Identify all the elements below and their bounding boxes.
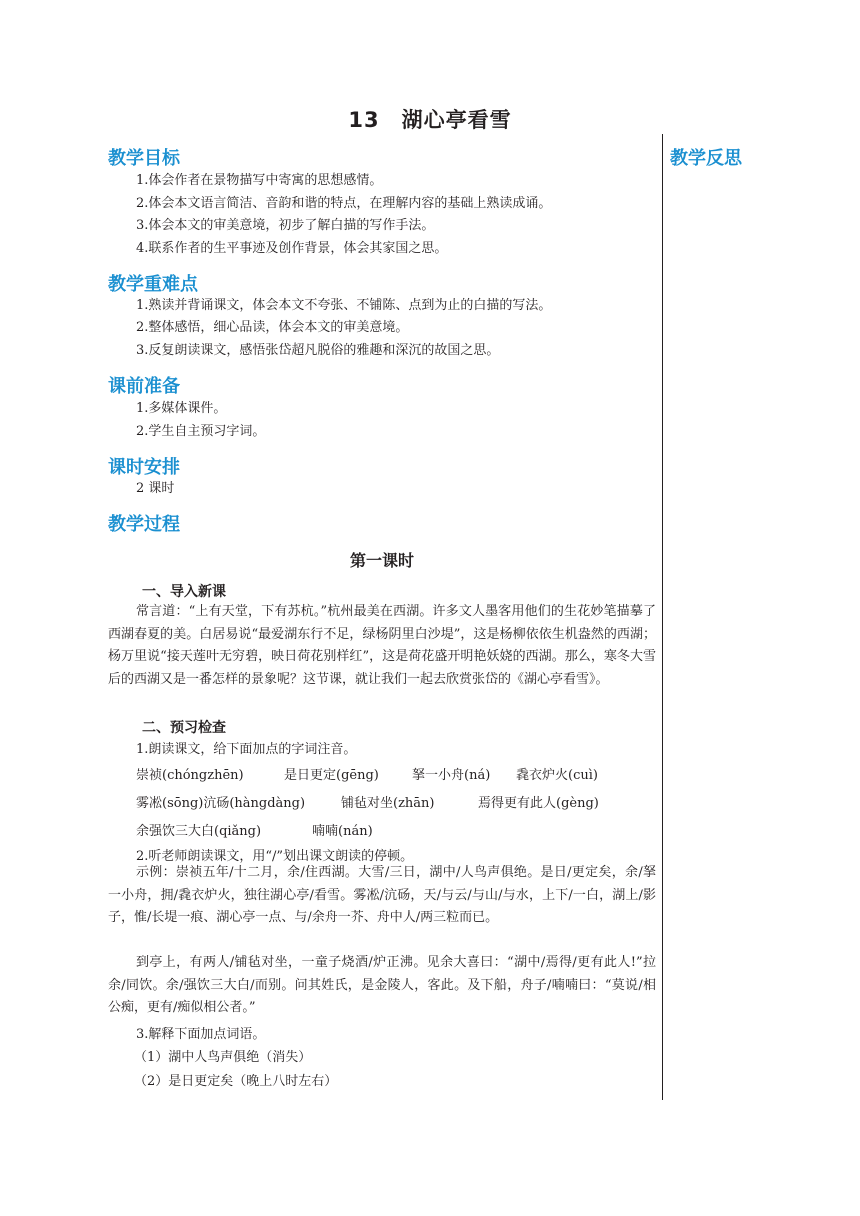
pinyin-item: 焉得更有此人(gèng) bbox=[478, 796, 599, 811]
key-point-item: 1.熟读并背诵课文，体会本文不夸张、不铺陈、点到为止的白描的写法。 bbox=[136, 298, 552, 313]
pinyin-item: 崇祯(chóngzhēn) bbox=[136, 768, 244, 783]
reflection-heading: 教学反思 bbox=[670, 148, 742, 169]
pinyin-item: 雾凇(sōng)沆砀(hàngdàng) bbox=[136, 796, 306, 811]
example-paragraph-2: 到亭上，有两人/铺毡对坐，一童子烧酒/炉正沸。见余大喜曰：“湖中/焉得/更有此人!”拉余/同饮。余/强饮三大白/而别。问其姓氏，是金陵人，客此。及下船，舟子/喃喃曰：“莫说/相公痴，更有/痴似相公者。” bbox=[108, 955, 656, 1015]
goal-item: 4.联系作者的生平事迹及创作背景，体会其家国之思。 bbox=[136, 241, 448, 256]
example-paragraph-1: 示例：崇祯五年/十二月，余/住西湖。大雪/三日，湖中/人鸟声俱绝。是日/更定矣，余/拏一小舟，拥/毳衣炉火，独往湖心亭/看雪。雾凇/沆砀，天/与云/与山/与水，上下/一白，湖上/影子，惟/长堤一痕、湖心亭一点、与/余舟一芥、舟中人/两三粒而已。 bbox=[108, 865, 656, 925]
key-point-item: 3.反复朗读课文，感悟张岱超凡脱俗的雅趣和深沉的故国之思。 bbox=[136, 343, 500, 358]
pinyin-item: 余强饮三大白(qiǎng) bbox=[136, 824, 262, 839]
column-divider bbox=[662, 134, 663, 1100]
intro-heading: 一、导入新课 bbox=[142, 584, 226, 600]
key-points-heading: 教学重难点 bbox=[108, 274, 198, 295]
explain-item: （1）湖中人鸟声俱绝（消失） bbox=[134, 1050, 312, 1065]
explain-item: （2）是日更定矣（晚上八时左右） bbox=[134, 1074, 338, 1089]
pinyin-item: 铺毡对坐(zhān) bbox=[341, 796, 435, 811]
goal-item: 2.体会本文语言简洁、音韵和谐的特点，在理解内容的基础上熟读成诵。 bbox=[136, 196, 552, 211]
pinyin-item: 拏一小舟(ná) bbox=[412, 768, 491, 783]
question-3: 3.解释下面加点词语。 bbox=[136, 1027, 266, 1042]
question-1: 1.朗读课文，给下面加点的字词注音。 bbox=[136, 742, 357, 757]
schedule-item: 2 课时 bbox=[136, 481, 175, 496]
prep-item: 1.多媒体课件。 bbox=[136, 401, 227, 416]
pinyin-item: 是日更定(gēng) bbox=[284, 768, 379, 783]
goal-item: 1.体会作者在景物描写中寄寓的思想感情。 bbox=[136, 173, 383, 188]
lesson-title: 第一课时 bbox=[349, 551, 414, 570]
goal-item: 3.体会本文的审美意境，初步了解白描的写作手法。 bbox=[136, 218, 435, 233]
prep-item: 2.学生自主预习字词。 bbox=[136, 424, 266, 439]
key-point-item: 2.整体感悟，细心品读，体会本文的审美意境。 bbox=[136, 320, 409, 335]
question-2: 2.听老师朗读课文，用“/”划出课文朗读的停顿。 bbox=[136, 849, 414, 864]
pinyin-item: 喃喃(nán) bbox=[312, 824, 373, 839]
goals-heading: 教学目标 bbox=[108, 148, 180, 169]
schedule-heading: 课时安排 bbox=[108, 457, 180, 478]
intro-paragraph: 常言道：“上有天堂，下有苏杭。”杭州最美在西湖。许多文人墨客用他们的生花妙笔描摹了西湖春夏的美。白居易说“最爱湖东行不足，绿杨阴里白沙堤”，这是杨柳依依生机盎然的西湖；杨万里说“接天莲叶无穷碧，映日荷花别样红”，这是荷花盛开明艳妖娆的西湖。那么，寒冬大雪后的西湖又是一番怎样的景象呢？这节课，就让我们一起去欣赏张岱的《湖心亭看雪》。 bbox=[108, 604, 656, 687]
check-heading: 二、预习检查 bbox=[142, 720, 226, 736]
page-title: 13 湖心亭看雪 bbox=[348, 108, 512, 132]
pinyin-item: 毳衣炉火(cuì) bbox=[516, 768, 598, 783]
process-heading: 教学过程 bbox=[108, 514, 180, 535]
prep-heading: 课前准备 bbox=[108, 376, 180, 397]
